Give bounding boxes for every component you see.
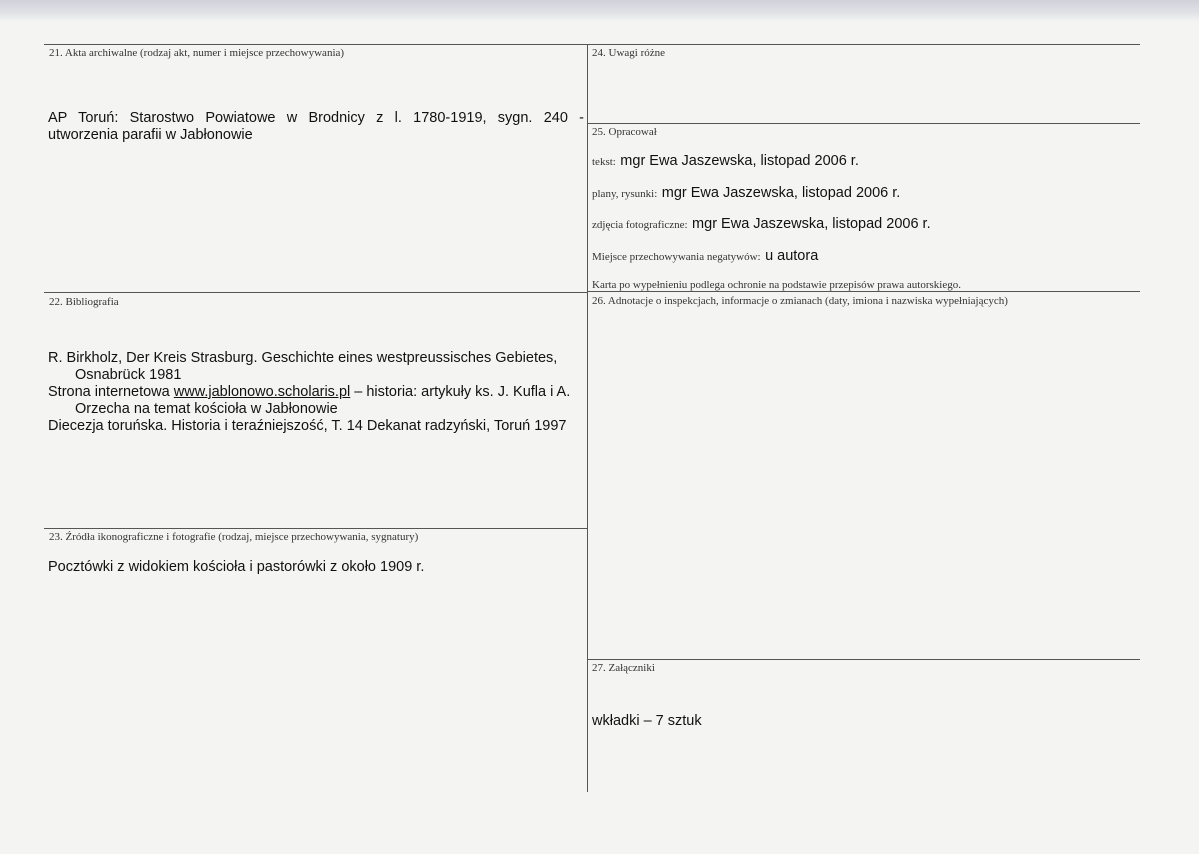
row-plany: [592, 184, 900, 203]
section-24-label: 24. Uwagi różne: [592, 47, 666, 59]
center-divider: [587, 44, 588, 792]
section-27-label: 27. Załączniki: [592, 662, 655, 674]
zdjecia-value: mgr Ewa Jaszewska, listopad 2006 r.: [692, 216, 931, 232]
negatywy-value: u autora: [765, 248, 819, 264]
website-link[interactable]: www.jablonowo.scholaris.pl: [173, 384, 351, 400]
divider-21-22: [44, 292, 588, 293]
section-23-text: Pocztówki z widokiem kościoła i pastorówki z około 1909 r.: [48, 559, 425, 575]
row-zdjecia: [592, 215, 931, 234]
section-27-text: wkładki – 7 sztuk: [592, 713, 702, 729]
section-23-label: 23. Źródła ikonograficzne i fotografie (rodzaj, miejsce przechowywania, sygnatury): [49, 531, 419, 543]
tekst-key: tekst:: [592, 156, 616, 168]
bibliography-list: [48, 350, 578, 435]
plany-value: mgr Ewa Jaszewska, listopad 2006 r.: [661, 185, 901, 201]
row-negatywy: [592, 247, 818, 266]
bibliography-entry-1: R. Birkholz, Der Kreis Strasburg. Geschichte eines westpreussisches Gebietes, Osnabrück 1981: [48, 350, 558, 383]
section-26-label: 26. Adnotacje o inspekcjach, informacje o zmianach (daty, imiona i nazwiska wypełniających): [592, 295, 1008, 307]
section-21-line-2: utworzenia parafii w Jabłonowie: [48, 127, 253, 143]
section-21-line-1: AP Toruń: Starostwo Powiatowe w Brodnicy z l. 1780-1919, sygn. 240 -: [48, 110, 584, 126]
divider-22-23: [44, 528, 588, 529]
divider-24-25: [588, 123, 1140, 124]
scan-top-edge: [0, 0, 1199, 22]
tekst-value: mgr Ewa Jaszewska, listopad 2006 r.: [620, 153, 859, 169]
row-tekst: [592, 152, 859, 171]
top-border: [44, 44, 1140, 45]
bibliography-entry-3: Diecezja toruńska. Historia i teraźniejszość, T. 14 Dekanat radzyński, Toruń 1997: [48, 418, 567, 434]
section-21-label: 21. Akta archiwalne (rodzaj akt, numer i miejsce przechowywania): [49, 47, 345, 59]
copyright-note: Karta po wypełnieniu podlega ochronie na podstawie przepisów prawa autorskiego.: [592, 279, 961, 291]
plany-key: plany, rysunki:: [592, 188, 658, 200]
bibliography-entry-2: [48, 384, 578, 418]
divider-26-27: [588, 659, 1140, 660]
bibliography-entry-2-suffix: – historia: artykuły ks. J. Kufla i A. Orzecha na temat kościoła w Jabłonowie: [75, 384, 571, 417]
negatywy-key: Miejsce przechowywania negatywów:: [592, 251, 761, 263]
bibliography-entry-2-prefix: Strona internetowa: [48, 384, 174, 400]
section-21-content: [48, 110, 584, 144]
section-22-label: 22. Bibliografia: [49, 296, 119, 308]
zdjecia-key: zdjęcia fotograficzne:: [592, 219, 688, 231]
section-25-label: 25. Opracował: [592, 126, 657, 138]
